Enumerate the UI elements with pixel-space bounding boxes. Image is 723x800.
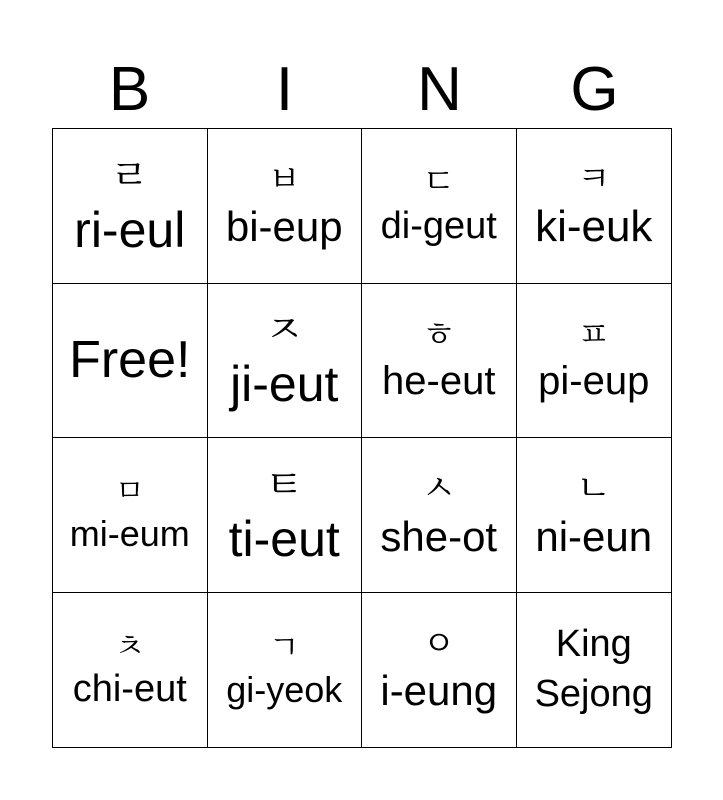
romanization-label: ki-euk (535, 201, 653, 251)
jamo-character: ㅌ (264, 461, 304, 508)
jamo-character: ㅂ (267, 159, 301, 200)
header-letter-b: B (108, 55, 151, 124)
jamo-character: ㅇ (422, 623, 456, 664)
bingo-cell[interactable] (362, 593, 517, 748)
bingo-cell[interactable] (208, 593, 363, 748)
romanization-label: ni-eun (535, 512, 653, 560)
bingo-cell[interactable] (53, 593, 208, 748)
bingo-cell[interactable] (53, 129, 208, 284)
romanization-label: gi-yeok (226, 668, 343, 710)
jamo-character: ㅋ (577, 158, 611, 199)
header-letter-g: G (570, 55, 619, 124)
romanization-label: ji-eut (230, 356, 339, 412)
romanization-label: mi-eum (69, 512, 190, 554)
jamo-character: ㅅ (421, 467, 457, 509)
romanization-label: bi-eup (225, 202, 343, 250)
free-space-label: Free! (69, 331, 191, 390)
bingo-cell[interactable] (362, 438, 517, 593)
bingo-board (52, 128, 672, 748)
jamo-character: ㅊ (114, 626, 146, 665)
bingo-cell[interactable] (53, 438, 208, 593)
bingo-cell[interactable] (362, 129, 517, 284)
jamo-character: ㅎ (422, 315, 456, 356)
bingo-cell[interactable] (517, 438, 672, 593)
bingo-cell[interactable] (517, 284, 672, 439)
bingo-cell[interactable] (517, 593, 672, 748)
bingo-cell[interactable] (208, 438, 363, 593)
jamo-character: ㄷ (422, 161, 456, 202)
jamo-character: ㅍ (577, 315, 611, 356)
jamo-character: ㅁ (115, 473, 145, 509)
bingo-cell[interactable] (208, 129, 363, 284)
romanization-label: di-geut (380, 204, 497, 247)
cell-text-line: Sejong (534, 672, 653, 715)
header-letter-i: I (275, 55, 294, 124)
romanization-label: ri-eul (74, 201, 186, 258)
cell-text-line: King (555, 623, 632, 666)
jamo-character: ㄱ (268, 627, 300, 666)
romanization-label: pi-eup (538, 359, 650, 404)
header-letter-n: N (417, 55, 462, 124)
romanization-label: i-eung (380, 666, 498, 714)
romanization-label: chi-eut (72, 667, 187, 710)
romanization-label: he-eut (382, 359, 496, 404)
bingo-cell[interactable] (208, 284, 363, 439)
romanization-label: she-ot (380, 512, 498, 560)
jamo-character: ㄴ (576, 467, 612, 509)
jamo-character: ㅈ (264, 307, 304, 353)
bingo-cell[interactable] (362, 284, 517, 439)
bingo-cell[interactable] (517, 129, 672, 284)
bingo-header (52, 52, 672, 128)
romanization-label: ti-eut (228, 510, 340, 567)
jamo-character: ㄹ (110, 152, 150, 199)
bingo-cell-free[interactable] (53, 284, 208, 439)
